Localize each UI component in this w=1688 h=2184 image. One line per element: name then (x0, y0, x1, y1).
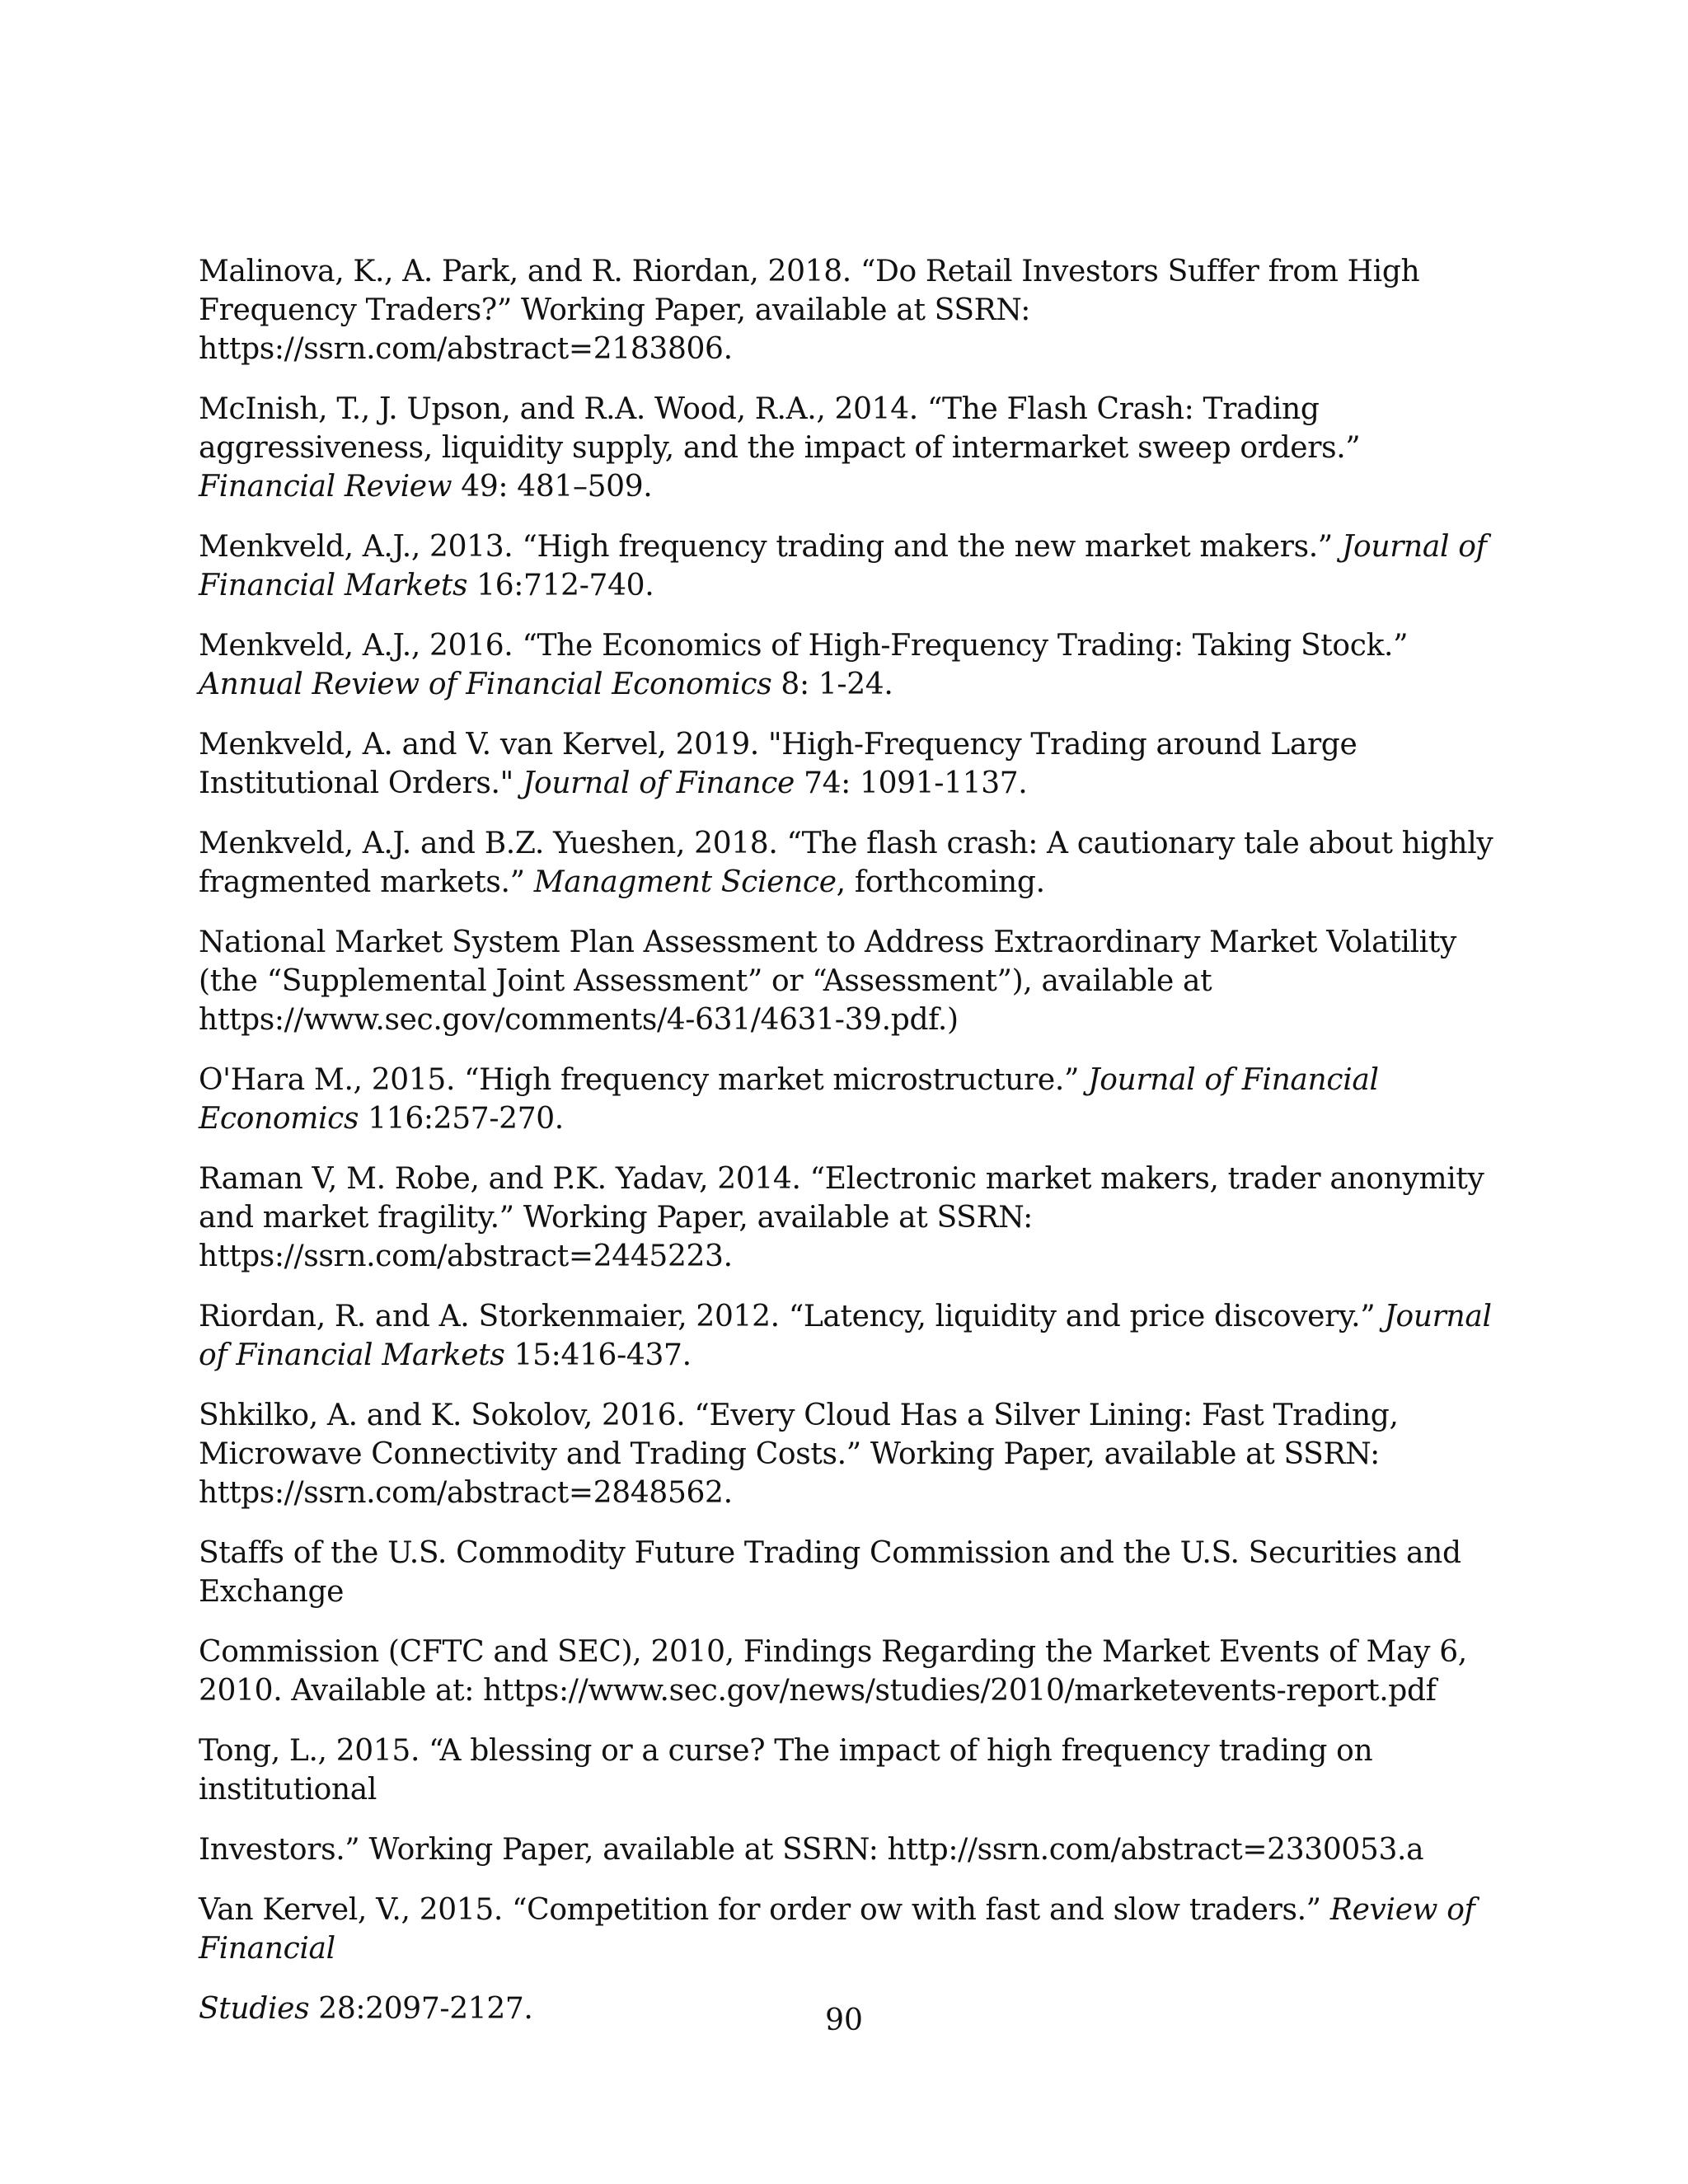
reference-text: National Market System Plan Assessment to Address Extraordinary Market Volatility (the “Supplemental Joint Assessment” or “Assessment”), available at https://www.sec.gov/comments/4-631/4631-39.pdf.) (199, 926, 1456, 1037)
reference-source-title: Studies (199, 1992, 310, 2026)
reference-text: Shkilko, A. and K. Sokolov, 2016. “Every Cloud Has a Silver Lining: Fast Trading, Microwave Connectivity and Trading Costs.” Working Paper, available at SSRN: https://ssrn.com/abstract=2848562. (199, 1399, 1399, 1510)
reference-entry (199, 527, 1501, 605)
reference-entry (199, 626, 1501, 704)
reference-text: Raman V, M. Robe, and P.K. Yadav, 2014. “Electronic market makers, trader anonymity and market fragility.” Working Paper, available at SSRN: https://ssrn.com/abstract=2445223. (199, 1162, 1484, 1273)
reference-text: 116:257-270. (359, 1102, 564, 1136)
reference-text: Commission (CFTC and SEC), 2010, Findings Regarding the Market Events of May 6, 2010. Available at: https://www.sec.gov/news/studies/2010/marketevents-report.pdf (199, 1635, 1467, 1708)
reference-entry (199, 1830, 1501, 1869)
reference-entry (199, 1061, 1501, 1138)
reference-entry (199, 390, 1501, 506)
reference-entry (199, 1160, 1501, 1276)
reference-text: Menkveld, A.J., 2016. “The Economics of High-Frequency Trading: Taking Stock.” (199, 629, 1409, 663)
reference-text: Menkveld, A.J., 2013. “High frequency trading and the new market makers.” (199, 530, 1342, 564)
reference-entry (199, 725, 1501, 803)
reference-text: Menkveld, A. and V. van Kervel, 2019. "High-Frequency Trading around Large Institutional Orders." (199, 728, 1357, 800)
reference-text: , forthcoming. (836, 865, 1045, 899)
reference-text: Menkveld, A.J. and B.Z. Yueshen, 2018. “The flash crash: A cautionary tale about highly fragmented markets.” (199, 827, 1493, 899)
reference-entry (199, 1297, 1501, 1375)
reference-text: 15:416-437. (504, 1338, 692, 1372)
reference-source-title: Review of Financial (199, 1893, 1475, 1966)
reference-entry (199, 824, 1501, 902)
reference-entry (199, 1534, 1501, 1611)
reference-text: Staffs of the U.S. Commodity Future Trading Commission and the U.S. Securities and Exchange (199, 1536, 1461, 1609)
reference-entry (199, 1396, 1501, 1512)
reference-text: McInish, T., J. Upson, and R.A. Wood, R.A., 2014. “The Flash Crash: Trading aggressiveness, liquidity supply, and the impact of intermarket sweep orders.” (199, 392, 1361, 465)
reference-text: Van Kervel, V., 2015. “Competition for order ow with fast and slow traders.” (199, 1893, 1330, 1927)
reference-text: 49: 481–509. (452, 470, 653, 504)
reference-text: 16:712-740. (467, 569, 654, 602)
reference-text: 74: 1091-1137. (794, 766, 1028, 800)
reference-entry (199, 923, 1501, 1039)
reference-text: 28:2097-2127. (309, 1992, 533, 2026)
reference-entry (199, 252, 1501, 368)
reference-text: 8: 1-24. (771, 668, 893, 701)
reference-source-title: Journal of Financial Economics (199, 1063, 1379, 1136)
reference-text: Riordan, R. and A. Storkenmaier, 2012. “Latency, liquidity and price discovery.” (199, 1300, 1385, 1333)
reference-source-title: Journal of Financial Markets (199, 1300, 1492, 1372)
reference-source-title: Annual Review of Financial Economics (199, 668, 772, 701)
reference-source-title: Managment Science (533, 865, 837, 899)
reference-entry (199, 1732, 1501, 1809)
reference-entry (199, 1891, 1501, 1968)
reference-text: O'Hara M., 2015. “High frequency market microstructure.” (199, 1063, 1089, 1097)
reference-source-title: Journal of Financial Markets (199, 530, 1487, 602)
page-number: 90 (825, 2004, 863, 2037)
reference-source-title: Financial Review (199, 470, 452, 504)
reference-list (199, 252, 1501, 2050)
reference-entry (199, 1633, 1501, 1710)
reference-text: Malinova, K., A. Park, and R. Riordan, 2018. “Do Retail Investors Suffer from High Frequency Traders?” Working Paper, available at SSRN: https://ssrn.com/abstract=2183806. (199, 255, 1420, 366)
reference-text: Investors.” Working Paper, available at SSRN: http://ssrn.com/abstract=2330053.a (199, 1833, 1424, 1867)
reference-text: Tong, L., 2015. “A blessing or a curse? The impact of high frequency trading on institutional (199, 1734, 1373, 1807)
reference-source-title: Journal of Finance (522, 766, 795, 800)
